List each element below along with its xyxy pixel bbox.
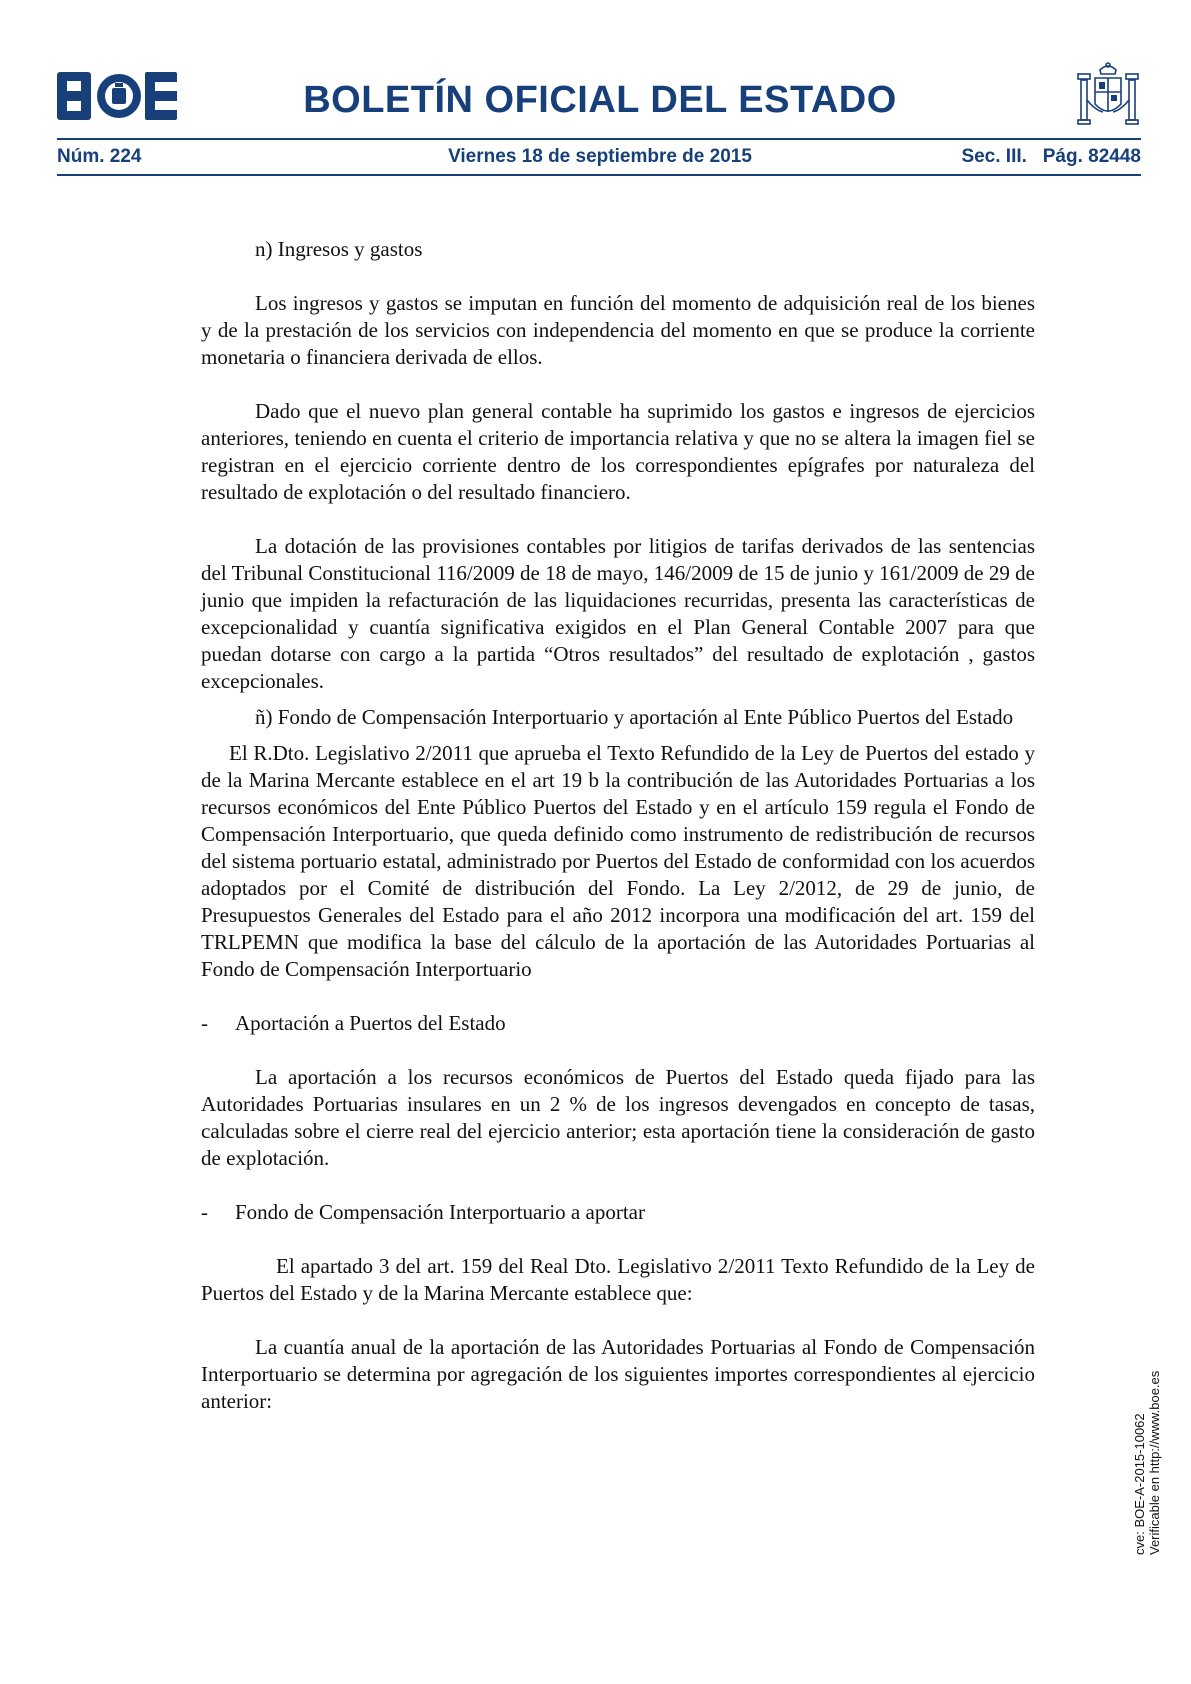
paragraph-3: La dotación de las provisiones contables por litigios de tarifas derivados de las sentencias del Tribunal Constitucional 116/2009 de 18 de mayo, 146/2009 de 15 de junio y 161/2009 de 29 de junio que impiden la refacturación de las liquidaciones recurridas, presenta las características de excepcionalidad y cuantía significativa exigidos en el Plan General Contable 2007 para que puedan dotarse con cargo a la partida “Otros resultados” del resultado de explotación , gastos excepcionales. [201,534,1035,693]
bullet-dash: - [201,1011,208,1035]
paragraph-5: La aportación a los recursos económicos de Puertos del Estado queda fijado para las Autoridades Portuarias insulares en un 2 % de los ingresos devengados en concepto de tasas, calculadas sobre el cierre real del ejercicio anterior; esta aportación tiene la consideración de gasto de explotación. [201,1065,1035,1170]
header-bottom-rule [57,174,1141,176]
header-top-rule [57,138,1141,140]
boe-logo [57,72,177,120]
section-page [961,145,1141,169]
bullet-fondo-text: Fondo de Compensación Interportuario a aportar [235,1200,645,1224]
newspaper-title: BOLETÍN OFICIAL DEL ESTADO [303,79,897,121]
issue-date: Viernes 18 de septiembre de 2015 [448,146,752,167]
bullet-aportacion [201,1010,1035,1037]
paragraph-2: Dado que el nuevo plan general contable ha suprimido los gastos e ingresos de ejercicios anteriores, teniendo en cuenta el criterio de importancia relativa y que no se altera la imagen fiel se registran en el ejercicio corriente dentro de los correspondientes epígrafes por naturaleza del resultado de explotación o del resultado financiero. [201,399,1035,504]
heading-fondo-compensacion: ñ) Fondo de Compensación Interportuario y aportación al Ente Público Puertos del Estado [255,705,1014,729]
paragraph-7: La cuantía anual de la aportación de las Autoridades Portuarias al Fondo de Compensación Interportuario se determina por agregación de los siguientes importes correspondientes al ejercicio anterior: [201,1335,1035,1413]
paragraph-1: Los ingresos y gastos se imputan en función del momento de adquisición real de los bienes y de la prestación de los servicios con independencia del momento en que se produce la corriente monetaria o financiera derivada de ellos. [201,291,1035,369]
document-body [201,236,1035,1442]
bullet-dash: - [201,1200,208,1224]
paragraph-6: El apartado 3 del art. 159 del Real Dto. Legislativo 2/2011 Texto Refundido de la Ley de Puertos del Estado y de la Marina Mercante establece que: [201,1254,1035,1305]
paragraph-4: El R.Dto. Legislativo 2/2011 que aprueba el Texto Refundido de la Ley de Puertos del estado y de la Marina Mercante establece en el art 19 b la contribución de las Autoridades Portuarias a los recursos económicos del Ente Público Puertos del Estado y en el artículo 159 regula el Fondo de Compensación Interportuario, que queda definido como instrumento de redistribución de recursos del sistema portuario estatal, administrado por Puertos del Estado de conformidad con los acuerdos adoptados por el Comité de distribución del Fondo. La Ley 2/2012, de 29 de junio, de Presupuestos Generales del Estado para el año 2012 incorpora una modificación del art. 159 del TRLPEMN que modifica la base del cálculo de la aportación de las Autoridades Portuarias al Fondo de Compensación Interportuario [201,741,1035,981]
issue-number: Núm. 224 [57,146,142,167]
cve-code: cve: BOE-A-2015-10062 [1132,1413,1147,1555]
bullet-aportacion-text: Aportación a Puertos del Estado [235,1011,506,1035]
verify-link[interactable]: Verificable en http://www.boe.es [1147,1370,1162,1555]
section-page-text: Sec. III. Pág. 82448 [961,146,1141,167]
coat-of-arms-icon [1075,60,1141,132]
bullet-fondo [201,1199,1035,1226]
verification-note [1132,1355,1162,1555]
heading-ingresos-gastos: n) Ingresos y gastos [255,237,423,261]
